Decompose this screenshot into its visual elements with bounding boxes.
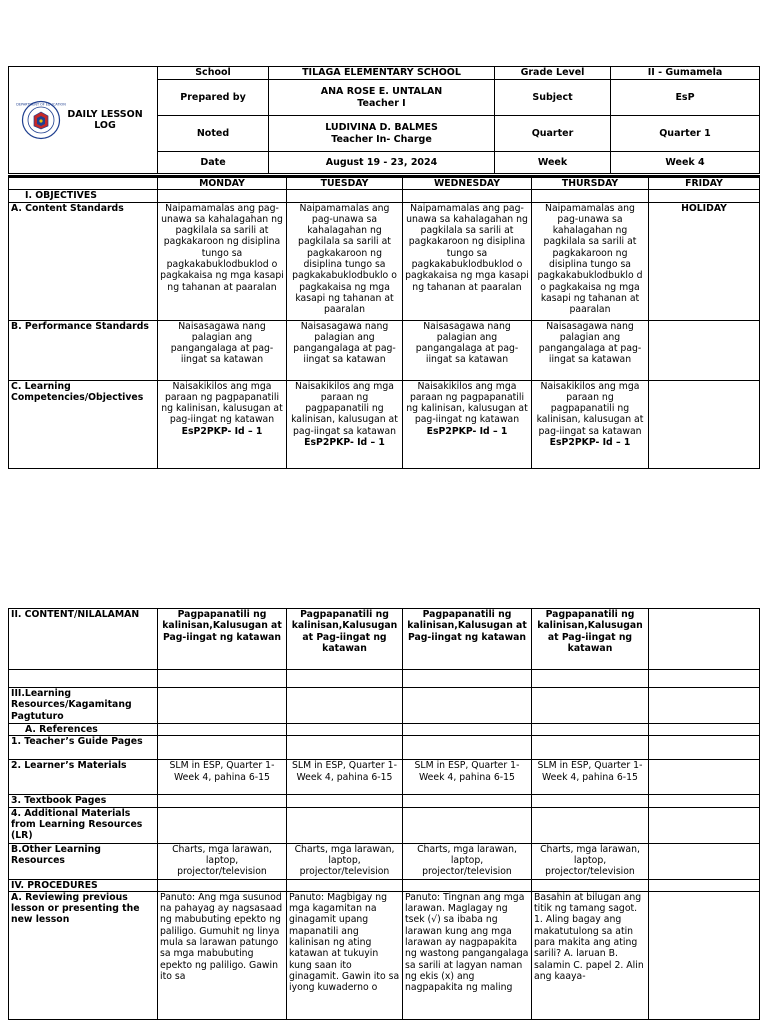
- learners-materials-cell: SLM in ESP, Quarter 1-Week 4, pahina 6-15: [287, 760, 403, 795]
- document-title: DAILY LESSON LOG: [67, 109, 143, 131]
- school-label: School: [158, 67, 269, 80]
- procedures-heading: IV. PROCEDURES: [9, 879, 158, 891]
- day-header: FRIDAY: [649, 177, 760, 190]
- review-cell: Basahin at bilugan ang titik ng tamang sagot. 1. Aling bagay ang makatutulong sa atin para makita ang ating sarili? A. laruan B. salamin C. papel 2. Alin ang kaaya-: [532, 891, 649, 1019]
- textbook-pages-label: 3. Textbook Pages: [9, 795, 158, 807]
- review-label: A. Reviewing previous lesson or presenting the new lesson: [9, 891, 158, 1019]
- other-resources-cell: Charts, mga larawan, laptop, projector/television: [532, 843, 649, 879]
- subject-value: EsP: [611, 80, 760, 116]
- performance-standard-cell: Naisasagawa nang palagian ang pangangalaga at pag-iingat sa katawan: [403, 320, 532, 380]
- grade-label: Grade Level: [495, 67, 611, 80]
- resources-heading: III.Learning Resources/Kagamitang Pagtuturo: [9, 688, 158, 724]
- content-standard-cell: Naipamamalas ang pag-unawa sa kahalagahan ng pagkilala sa sarili at pagkakaroon ng disiplina tungo sa pagkakabuklodbuklo d o pagkakaisa ng mga kasapi ng tahanan at paaralan: [532, 202, 649, 320]
- quarter-label: Quarter: [495, 116, 611, 152]
- competencies-label: C. Learning Competencies/Objectives: [9, 380, 158, 468]
- noted-name: LUDIVINA D. BALMES: [325, 122, 438, 134]
- competency-code: EsP2PKP- Id – 1: [181, 425, 263, 437]
- prepared-name: ANA ROSE E. UNTALAN: [320, 86, 443, 98]
- day-header: MONDAY: [158, 177, 287, 190]
- noted-by: [269, 116, 495, 152]
- competency-cell: [532, 380, 649, 468]
- content-cell: Pagpapanatili ng kalinisan,Kalusugan at Pag-iingat ng katawan: [532, 609, 649, 670]
- date-value: August 19 - 23, 2024: [269, 152, 495, 174]
- references-label: A. References: [9, 724, 158, 736]
- deped-seal-icon: [16, 100, 66, 140]
- learners-materials-label: 2. Learner’s Materials: [9, 760, 158, 795]
- prepared-title: Teacher I: [357, 97, 406, 109]
- day-header: THURSDAY: [532, 177, 649, 190]
- competency-code: EsP2PKP- Id – 1: [426, 425, 508, 437]
- review-cell: Panuto: Ang mga susunod na pahayag ay nagsasaad ng mabubuting epekto ng paliligo. Gumuhit ng linya mula sa larawan patungo sa mga mabubuting epekto ng paliligo. Gawin ito sa: [158, 891, 287, 1019]
- objectives-heading: I. OBJECTIVES: [9, 190, 158, 202]
- review-cell: Panuto: Magbigay ng mga kagamitan na ginagamit upang mapanatili ang kalinisan ng ating katawan at tukuyin kung saan ito ginagamit. Gawin ito sa iyong kuwaderno o: [287, 891, 403, 1019]
- competency-code: EsP2PKP- Id – 1: [549, 437, 631, 449]
- day-header: TUESDAY: [287, 177, 403, 190]
- content-standard-cell: Naipamamalas ang pag-unawa sa kahalagahan ng pagkilala sa sarili at pagkakaroon ng disiplina tungo sa pagkakabuklodbuklo o pagkakaisa ng mga kasapi ng tahanan at paaralan: [287, 202, 403, 320]
- competency-text: Naisakikilos ang mga paraan ng pagpapanatili ng kalinisan, kalusugan at pag-iingat sa katawan: [536, 380, 644, 437]
- week-value: Week 4: [611, 152, 760, 174]
- performance-standard-cell: Naisasagawa nang palagian ang pangangalaga at pag-iingat sa katawan: [158, 320, 287, 380]
- content-cell: Pagpapanatili ng kalinisan,Kalusugan at Pag-iingat ng katawan: [287, 609, 403, 670]
- date-label: Date: [158, 152, 269, 174]
- content-label: II. CONTENT/NILALAMAN: [9, 609, 158, 670]
- subject-label: Subject: [495, 80, 611, 116]
- prepared-label: Prepared by: [158, 80, 269, 116]
- competency-text: Naisakikilos ang mga paraan ng pagpapanatili ng kalinisan, kalusugan at pag-iingat ng katawan: [406, 380, 528, 426]
- prepared-by: [269, 80, 495, 116]
- review-cell: Panuto: Tingnan ang mga larawan. Maglagay ng tsek (√) sa ibaba ng larawan kung ang mga larawan ay nagpapakita ng wastong pangangalaga sa sarili at lagyan naman ng ekis (x) ang nagpapakita ng maling: [403, 891, 532, 1019]
- content-cell: Pagpapanatili ng kalinisan,Kalusugan at Pag-iingat ng katawan: [158, 609, 287, 670]
- header-table: [8, 66, 760, 174]
- teachers-guide-label: 1. Teacher’s Guide Pages: [9, 736, 158, 760]
- other-resources-cell: Charts, mga larawan, laptop, projector/television: [158, 843, 287, 879]
- competency-cell: [287, 380, 403, 468]
- competency-cell: [403, 380, 532, 468]
- learners-materials-cell: SLM in ESP, Quarter 1-Week 4, pahina 6-15: [403, 760, 532, 795]
- school-value: TILAGA ELEMENTARY SCHOOL: [269, 67, 495, 80]
- other-resources-cell: Charts, mga larawan, laptop, projector/television: [287, 843, 403, 879]
- noted-label: Noted: [158, 116, 269, 152]
- additional-materials-label: 4. Additional Materials from Learning Resources (LR): [9, 807, 158, 843]
- competency-text: Naisakikilos ang mga paraan ng pagpapanatili ng kalinisan, kalusugan at pag-iingat ng katawan: [161, 380, 283, 426]
- performance-standards-label: B. Performance Standards: [9, 320, 158, 380]
- content-cell: Pagpapanatili ng kalinisan,Kalusugan at Pag-iingat ng katawan: [403, 609, 532, 670]
- quarter-value: Quarter 1: [611, 116, 760, 152]
- learners-materials-cell: SLM in ESP, Quarter 1-Week 4, pahina 6-15: [532, 760, 649, 795]
- grade-value: II - Gumamela: [611, 67, 760, 80]
- competency-text: Naisakikilos ang mga paraan ng pagpapanatili ng kalinisan, kalusugan at pag-iingat sa katawan: [291, 380, 398, 437]
- performance-standard-cell: Naisasagawa nang palagian ang pangangalaga at pag-iingat sa katawan: [287, 320, 403, 380]
- friday-holiday: HOLIDAY: [649, 202, 760, 320]
- week-label: Week: [495, 152, 611, 174]
- corner-cell: [9, 177, 158, 190]
- content-standard-cell: Naipamamalas ang pag-unawa sa kahalagahan ng pagkilala sa sarili at pagkakaroon ng disiplina tungo sa pagkakabuklodbuklod o pagkakaisa ng mga kasapi ng tahanan at paaralan: [403, 202, 532, 320]
- content-standards-label: A. Content Standards: [9, 202, 158, 320]
- objectives-table: [8, 175, 760, 469]
- competency-cell: [158, 380, 287, 468]
- learners-materials-cell: SLM in ESP, Quarter 1-Week 4, pahina 6-15: [158, 760, 287, 795]
- other-resources-cell: Charts, mga larawan, laptop, projector/television: [403, 843, 532, 879]
- content-standard-cell: Naipamamalas ang pag-unawa sa kahalagahan ng pagkilala sa sarili at pagkakaroon ng disiplina tungo sa pagkakabuklodbuklod o pagkakaisa ng mga kasapi ng tahanan at paaralan: [158, 202, 287, 320]
- logo-cell: [9, 67, 158, 174]
- day-header: WEDNESDAY: [403, 177, 532, 190]
- performance-standard-cell: Naisasagawa nang palagian ang pangangalaga at pag-iingat sa katawan: [532, 320, 649, 380]
- noted-title: Teacher In- Charge: [331, 133, 432, 145]
- competency-code: EsP2PKP- Id – 1: [304, 437, 385, 449]
- content-table: [8, 608, 760, 1020]
- seal-text: DEPARTMENT OF EDUCATION: [16, 102, 66, 107]
- other-resources-label: B.Other Learning Resources: [9, 843, 158, 879]
